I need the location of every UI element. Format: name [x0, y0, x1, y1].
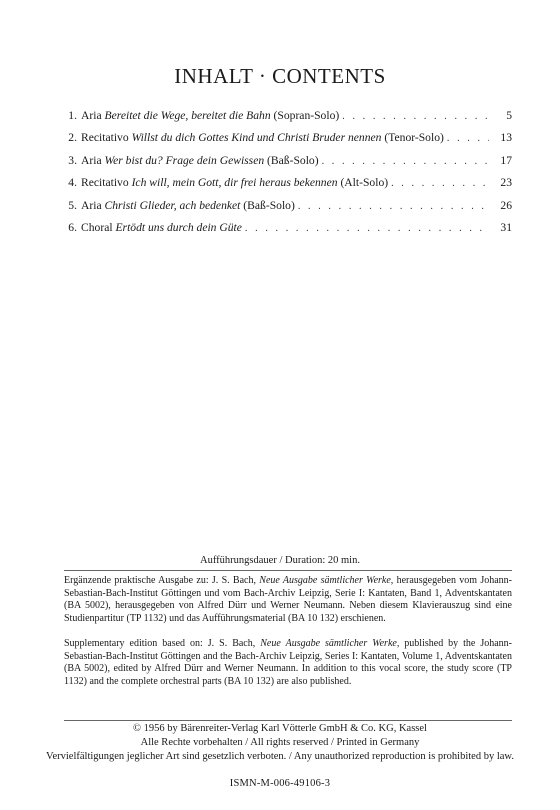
divider: [64, 570, 512, 571]
toc-page-number: 17: [500, 153, 512, 167]
toc-label: [81, 199, 295, 212]
toc-entry: [64, 221, 512, 243]
toc-number: 1.: [68, 109, 77, 122]
toc-title: Willst du dich Gottes Kind und Christi Bruder nennen: [131, 131, 382, 145]
copyright-line: © 1956 by Bärenreiter-Verlag Karl Vötterle GmbH & Co. KG, Kassel: [133, 723, 427, 734]
toc-voice: (Alt-Solo): [340, 176, 389, 190]
toc-number: 6.: [68, 220, 77, 234]
dot-leader: [447, 133, 489, 144]
note-text: Supplementary edition based on: J. S. Bach,: [64, 638, 261, 649]
reproduction-line: Vervielfältigungen jeglicher Art sind gesetzlich verboten. / Any unauthorized reproduction is prohibited by law.: [46, 751, 514, 763]
toc-page-number: 23: [500, 176, 512, 190]
ismn-number: ISMN-M-006-49106-3: [229, 778, 331, 789]
toc-entry: [64, 109, 512, 131]
toc-number: 4.: [68, 176, 77, 190]
note-italic-title: Neue Ausgabe sämtlicher Werke,: [260, 638, 400, 649]
toc-voice: (Baß-Solo): [243, 198, 295, 212]
dot-leader: [245, 223, 489, 234]
toc-title: Christi Glieder, ach bedenket: [104, 198, 241, 212]
toc-voice: (Sopran-Solo): [273, 109, 340, 122]
toc-title: Wer bist du? Frage dein Gewissen: [104, 153, 265, 167]
page-title: INHALT · CONTENTS: [174, 64, 386, 88]
toc-voice: (Tenor-Solo): [384, 131, 444, 145]
dot-leader: [322, 156, 489, 167]
toc-type: Aria: [81, 109, 102, 122]
dot-leader: [298, 201, 489, 212]
note-text: herausgegeben vom Johann-Sebastian-Bach-Institut Göttingen und vom Bach-Archiv Leipzig, Serie I: Kantaten, Band 1, Adventskantaten (BA 5002), herausgegeben von Alfred Dürr und Werner Neumann. Neben diesem Klavierauszug sind eine Studienpartitur (TP 1132) und das Aufführungsmaterial (BA 10 132) erschienen.: [64, 575, 513, 624]
note-italic-title: Neue Ausgabe sämtlicher Werke,: [259, 575, 394, 586]
toc-type: Aria: [81, 198, 102, 212]
toc-title: Bereitet die Wege, bereitet die Bahn: [104, 109, 271, 122]
toc-entry: [64, 199, 512, 221]
german-edition-note: [64, 575, 512, 625]
english-edition-note: [64, 638, 512, 688]
toc-type: Recitativo: [81, 176, 129, 190]
toc-voice: (Baß-Solo): [267, 153, 319, 167]
dot-leader: [391, 178, 489, 189]
toc-type: Recitativo: [81, 131, 129, 145]
rights-line: Alle Rechte vorbehalten / All rights reserved / Printed in Germany: [140, 737, 420, 749]
toc-page-number: 13: [500, 131, 512, 145]
table-of-contents: [64, 109, 512, 243]
toc-title: Ich will, mein Gott, dir frei heraus bekennen: [131, 176, 338, 190]
toc-type: Choral: [81, 220, 113, 234]
toc-page-number: 5: [506, 109, 512, 122]
toc-entry: [64, 154, 512, 176]
toc-entry: [64, 131, 512, 153]
toc-number: 2.: [68, 131, 77, 145]
divider: [64, 720, 512, 721]
toc-page-number: 26: [500, 198, 512, 212]
toc-label: [81, 131, 444, 144]
toc-page-number: 31: [500, 220, 512, 234]
toc-title: Ertödt uns durch dein Güte: [115, 220, 242, 234]
toc-label: [81, 154, 319, 167]
toc-label: [81, 176, 388, 189]
toc-label: [81, 221, 242, 234]
toc-type: Aria: [81, 153, 102, 167]
note-text: published by the Johann-Sebastian-Bach-Institut Göttingen and the Bach-Archiv Leipzig, Series I: Kantaten, Volume 1, Adventskantaten (BA 5002), edited by Alfred Dürr and Werner Neumann. In addition to this vocal score, the study score (TP 1132) and the complete orchestral parts (BA 10 132) are also published.: [64, 638, 513, 687]
toc-number: 5.: [68, 198, 77, 212]
dot-leader: [342, 111, 489, 122]
toc-label: [81, 109, 339, 122]
toc-number: 3.: [68, 153, 77, 167]
toc-entry: [64, 176, 512, 198]
note-text: Ergänzende praktische Ausgabe zu: J. S. Bach,: [64, 575, 260, 586]
performance-duration: Aufführungsdauer / Duration: 20 min.: [200, 555, 360, 566]
copyright-notice: [0, 722, 560, 765]
